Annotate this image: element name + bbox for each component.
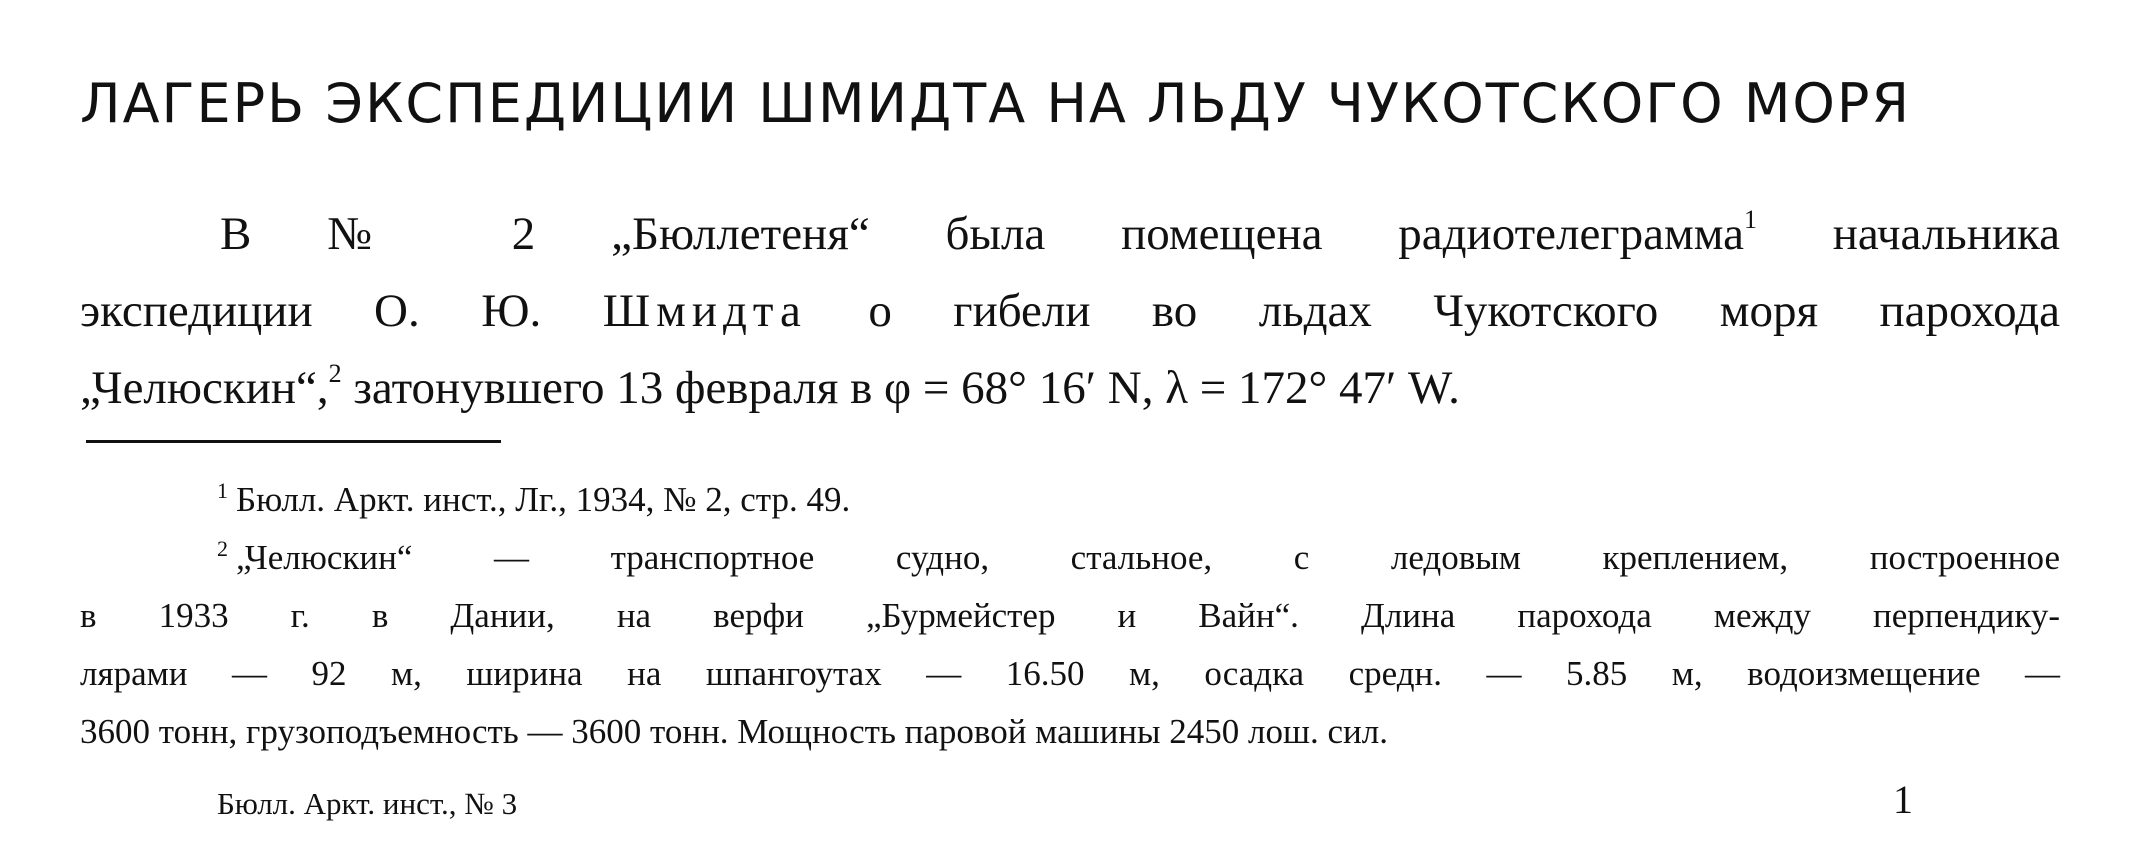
footnote-ref-2: 2: [328, 359, 342, 389]
paragraph-text: экспедиции О. Ю.: [80, 285, 603, 337]
main-paragraph: [80, 196, 2060, 427]
paragraph-text: начальника: [1756, 208, 2060, 260]
paragraph-line-3: [80, 350, 2060, 427]
footnote-2-line-3: лярами — 92 м, ширина на шпангоутах — 16.50 м, осадка средн. — 5.85 м, водоизмещение —: [80, 654, 2060, 693]
paragraph-line-1: [80, 196, 2060, 273]
paragraph-text: затонувшего 13 февраля в φ = 68° 16′ N, λ = 172° 47′ W.: [341, 362, 1460, 414]
page-title: ЛАГЕРЬ ЭКСПЕДИЦИИ ШМИДТА НА ЛЬДУ ЧУКОТСКОГО МОРЯ: [80, 72, 1912, 135]
paragraph-text: о гибели во льдах Чукотского моря парохода: [806, 285, 2060, 337]
footnote-divider: [86, 440, 501, 443]
footnote-2-line-2: в 1933 г. в Дании, на верфи „Бурмейстер и Вайн“. Длина парохода между перпендику-: [80, 596, 2060, 635]
footnote-2-line-4: 3600 тонн, грузоподъемность — 3600 тонн. Мощность паровой машины 2450 лош. сил.: [80, 712, 1388, 751]
spaced-name: Шмидта: [602, 285, 807, 337]
footnote-mark-2: 2: [217, 536, 228, 562]
paragraph-text: „Челюскин“,: [80, 362, 329, 414]
footnote-mark-1: 1: [217, 478, 228, 504]
footnote-1-line-1: [80, 471, 2060, 529]
page-number: 1: [1893, 777, 1913, 822]
footnote-text: Бюлл. Аркт. инст., Лг., 1934, № 2, стр. 49.: [236, 480, 851, 519]
footnote-2-line-1: [80, 529, 2060, 587]
footer-source: Бюлл. Аркт. инст., № 3: [217, 786, 518, 821]
footnote-ref-1: 1: [1743, 205, 1757, 235]
footnotes: [80, 471, 2060, 761]
paragraph-text: В № 2 „Бюллетеня“ была помещена радиотелеграмма: [220, 208, 1744, 260]
paragraph-line-2: [80, 273, 2060, 350]
footnote-text: „Челюскин“ — транспортное судно, стальное, с ледовым креплением, построенное: [236, 538, 2060, 577]
